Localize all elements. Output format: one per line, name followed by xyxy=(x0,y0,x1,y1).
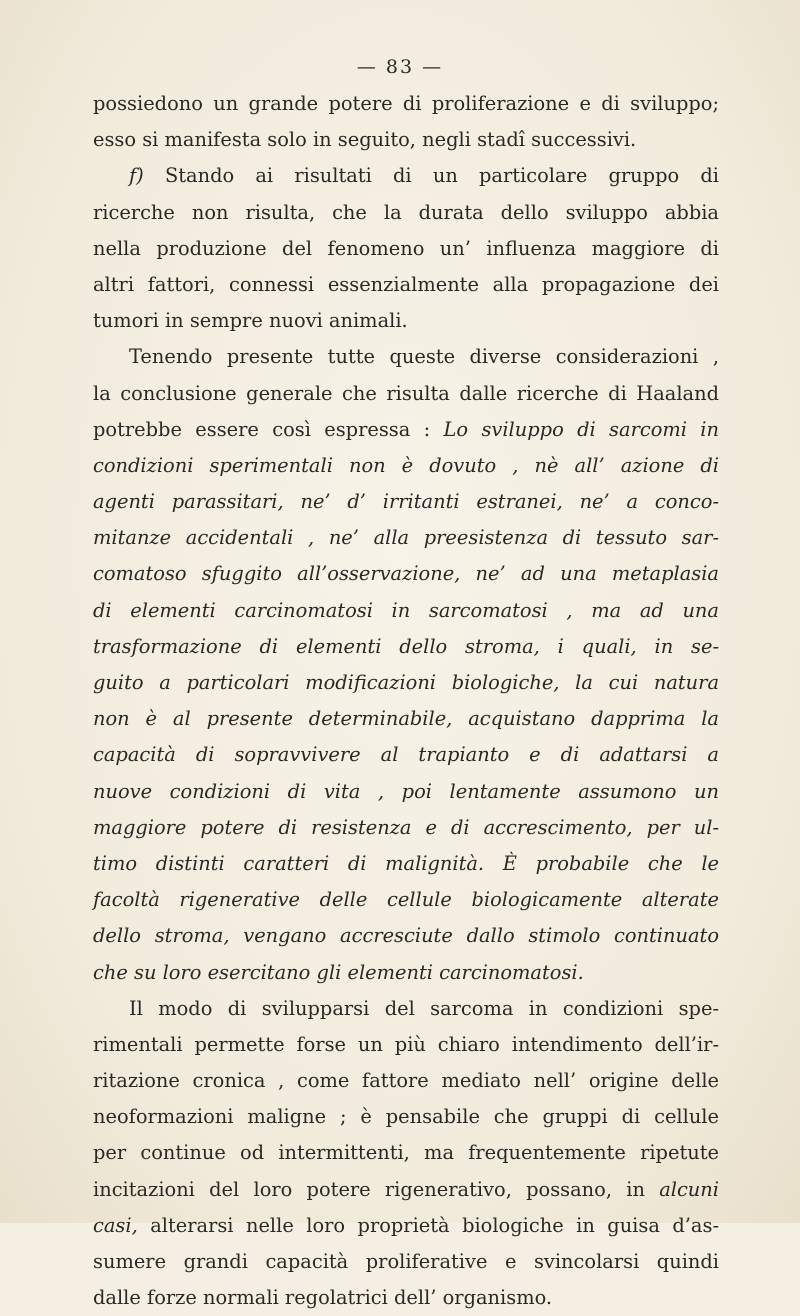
text-line: trasformazione di elementi dello stroma, i quali, in se- xyxy=(93,634,719,658)
text-line: che su loro esercitano gli elementi carcinomatosi. xyxy=(93,960,584,984)
text-line: facoltà rigenerative delle cellule biologicamente alterate xyxy=(93,888,719,912)
text-line xyxy=(93,158,719,194)
text-line: altri fattori, connessi essenzialmente alla propagazione dei xyxy=(93,272,719,296)
text-segment: incitazioni del loro potere rigenerativo, possano, in xyxy=(93,1177,660,1201)
text-line: maggiore potere di resistenza e di accrescimento, per ul- xyxy=(93,815,719,839)
text-segment: Stando ai risultati di un particolare gruppo di xyxy=(143,164,719,188)
text-line: di elementi carcinomatosi in sarcomatosi , ma ad una xyxy=(93,598,719,622)
text-segment: potrebbe essere così espressa : xyxy=(93,417,444,441)
body-text xyxy=(93,86,719,1316)
text-line: tumori in sempre nuovi animali. xyxy=(93,309,408,333)
text-line: condizioni sperimentali non è dovuto , nè all’ azione di xyxy=(93,453,719,477)
text-line: capacità di sopravvivere al trapianto e di adattarsi a xyxy=(93,743,719,767)
text-line: nuove condizioni di vita , poi lentamente assumono un xyxy=(93,779,719,803)
text-segment: casi, xyxy=(93,1213,138,1237)
text-line: possiedono un grande potere di proliferazione e di sviluppo; xyxy=(93,92,719,115)
text-line xyxy=(93,412,719,448)
text-line: esso si manifesta solo in seguito, negli stadî successivi. xyxy=(93,128,637,152)
text-line: Il modo di svilupparsi del sarcoma in condizioni spe- xyxy=(129,996,719,1020)
text-line: guito a particolari modificazioni biologiche, la cui natura xyxy=(93,671,719,694)
text-line: timo distinti caratteri di malignità. È probabile che le xyxy=(93,851,719,875)
text-line: non è al presente determinabile, acquistano dapprima la xyxy=(93,707,719,731)
page-number: — 83 — xyxy=(356,56,444,78)
text-segment: Lo sviluppo di sarcomi in xyxy=(443,417,719,441)
text-line: per continue od intermittenti, ma frequentemente ripetute xyxy=(93,1141,719,1165)
text-line: nella produzione del fenomeno un’ influenza maggiore di xyxy=(93,236,719,260)
text-line xyxy=(93,1208,719,1244)
text-line xyxy=(93,1172,719,1208)
text-line: Tenendo presente tutte queste diverse considerazioni , xyxy=(129,345,719,369)
text-line: mitanze accidentali , ne’ alla preesistenza di tessuto sar- xyxy=(93,526,719,550)
text-line: agenti parassitari, ne’ d’ irritanti estranei, ne’ a conco- xyxy=(93,490,719,514)
text-line: dello stroma, vengano accresciute dallo stimolo continuato xyxy=(93,924,719,948)
text-line: ricerche non risulta, che la durata dello sviluppo abbia xyxy=(93,200,719,224)
text-line: dalle forze normali regolatrici dell’ organismo. xyxy=(93,1286,553,1310)
text-line: la conclusione generale che risulta dalle ricerche di Haaland xyxy=(93,381,719,405)
text-line: ritazione cronica , come fattore mediato nell’ origine delle xyxy=(93,1069,719,1093)
text-line: comatoso sfuggito all’osservazione, ne’ ad una metaplasia xyxy=(93,562,719,586)
text-segment: alcuni xyxy=(659,1177,719,1201)
text-line: rimentali permette forse un più chiaro intendimento dell’ir- xyxy=(93,1032,719,1056)
text-line: neoformazioni maligne ; è pensabile che gruppi di cellule xyxy=(93,1105,719,1129)
text-segment: f) xyxy=(129,164,144,188)
text-line: sumere grandi capacità proliferative e svincolarsi quindi xyxy=(93,1250,719,1273)
text-segment: alterarsi nelle loro proprietà biologiche in guisa d’as- xyxy=(137,1213,719,1237)
